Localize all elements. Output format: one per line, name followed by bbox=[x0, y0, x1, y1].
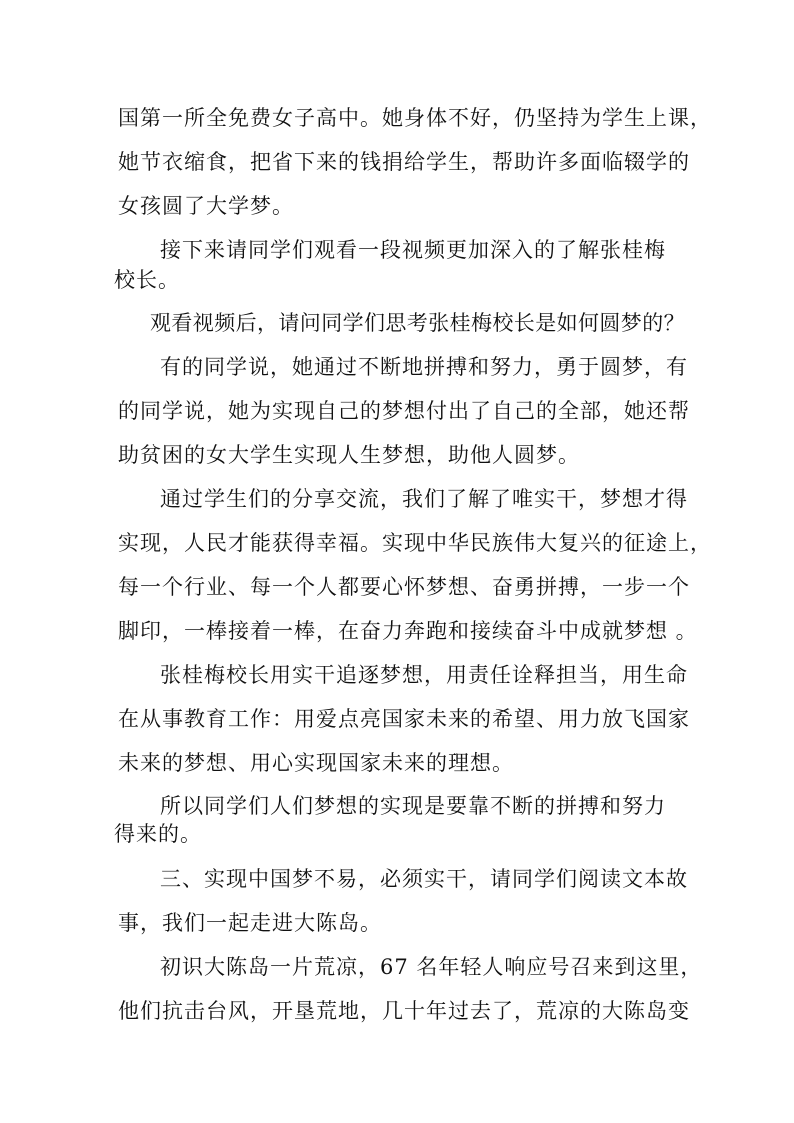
text-line: 女孩圆了大学梦。 bbox=[118, 194, 294, 218]
text-line: 在从事教育工作：用爱点亮国家未来的希望、用力放飞国家 bbox=[118, 707, 690, 731]
text-line: 事，我们一起走进大陈岛。 bbox=[118, 911, 382, 935]
text-line: 张桂梅校长用实干追逐梦想，用责任诠释担当，用生命 bbox=[160, 663, 688, 687]
text-line: 她节衣缩食，把省下来的钱捐给学生，帮助许多面临辍学的 bbox=[118, 150, 690, 174]
text-line: 所以同学们人们梦想的实现是要靠不断的拼搏和努力 bbox=[160, 794, 666, 818]
text-line: 观看视频后，请问同学们思考张桂梅校长是如何圆梦的？ bbox=[150, 311, 685, 335]
text-line: 有的同学说，她通过不断地拼搏和努力，勇于圆梦，有 bbox=[160, 355, 688, 379]
text-line: 接下来请同学们观看一段视频更加深入的了解张桂梅 bbox=[160, 238, 666, 262]
text-line: 国第一所全免费女子高中。她身体不好，仍坚持为学生上课， bbox=[118, 106, 712, 130]
text-line: 未来的梦想、用心实现国家未来的理想。 bbox=[118, 751, 514, 775]
text-line: 的同学说，她为实现自己的梦想付出了自己的全部，她还帮 bbox=[118, 399, 690, 423]
text-line: 脚印，一棒接着一棒，在奋力奔跑和接续奋斗中成就梦想 。 bbox=[118, 619, 698, 643]
text-line: 每一个行业、每一个人都要心怀梦想、奋勇拼搏，一步一个 bbox=[118, 575, 690, 599]
text-line: 助贫困的女大学生实现人生梦想，助他人圆梦。 bbox=[118, 443, 580, 467]
text-line: 得来的。 bbox=[114, 822, 202, 846]
text-line: 他们抗击台风，开垦荒地，几十年过去了，荒凉的大陈岛变 bbox=[118, 999, 690, 1023]
text-line: 实现，人民才能获得幸福。实现中华民族伟大复兴的征途上， bbox=[118, 531, 712, 555]
text-line: 初识大陈岛一片荒凉，67 名年轻人响应号召来到这里， bbox=[160, 955, 703, 979]
text-line: 三、实现中国梦不易，必须实干，请同学们阅读文本故 bbox=[160, 867, 688, 891]
text-line: 校长。 bbox=[114, 268, 180, 292]
text-line: 通过学生们的分享交流，我们了解了唯实干，梦想才得 bbox=[160, 487, 688, 511]
